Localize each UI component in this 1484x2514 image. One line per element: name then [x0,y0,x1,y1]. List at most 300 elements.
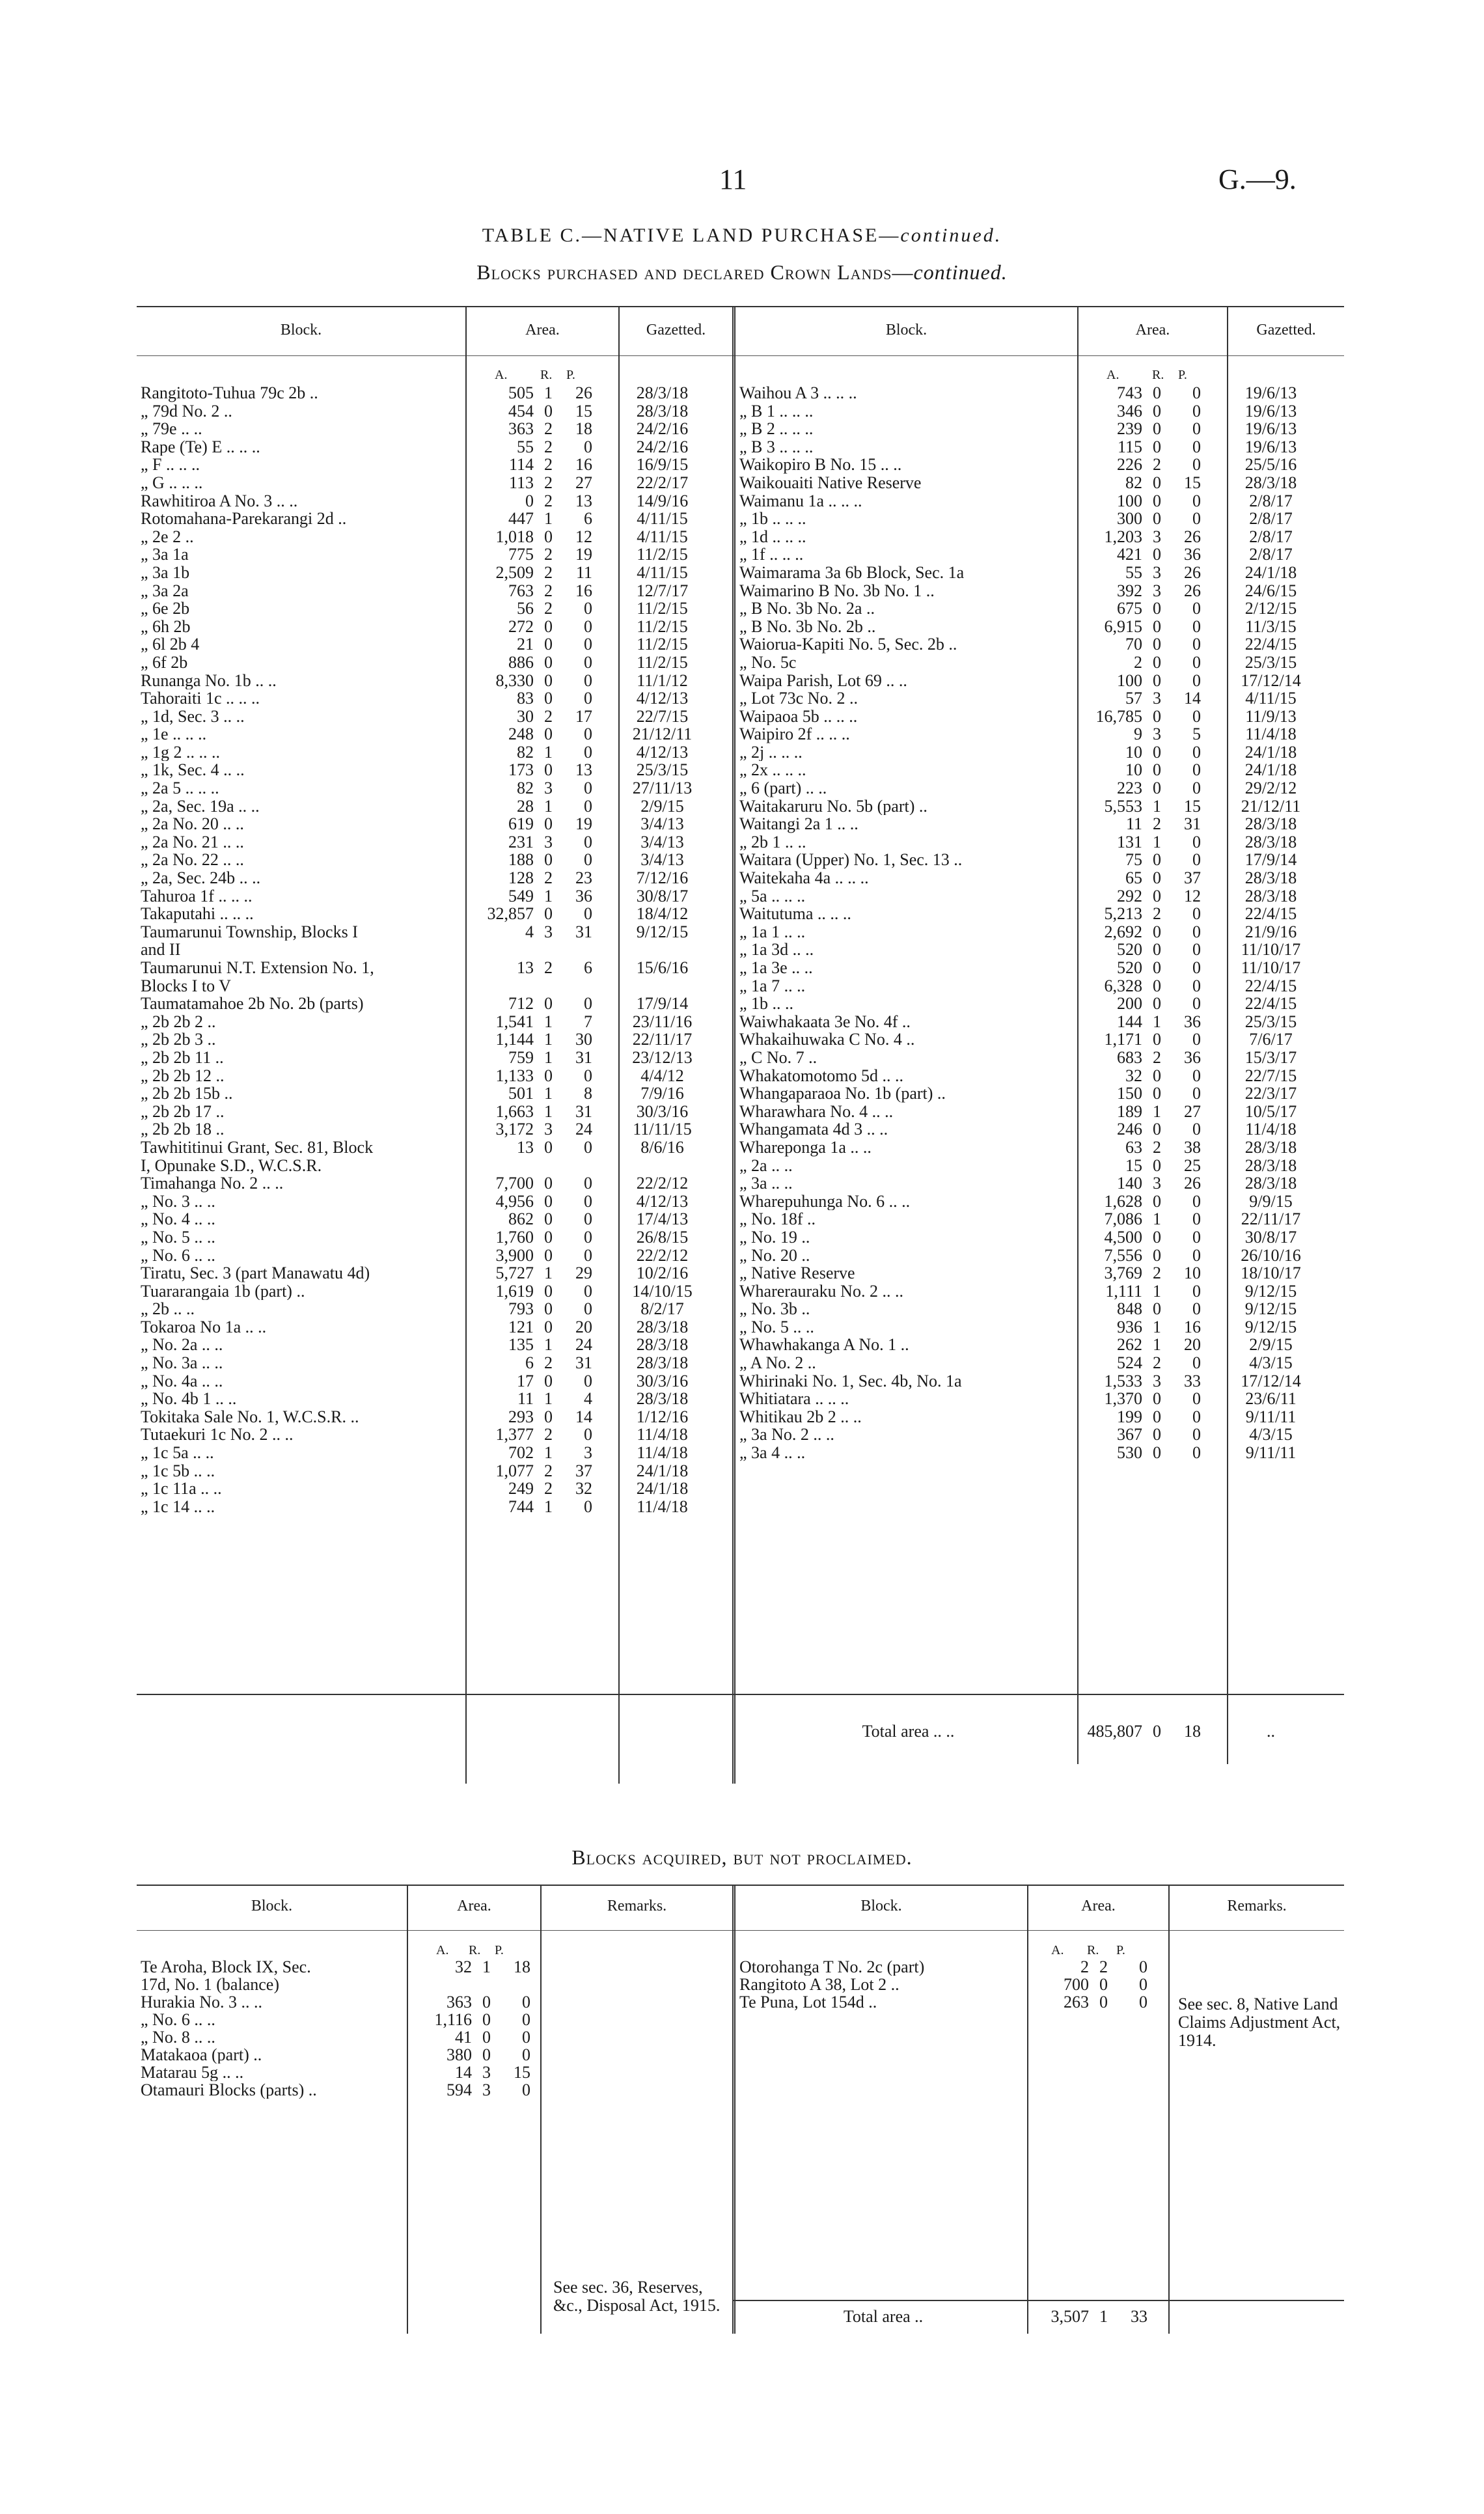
area-perches: 0 [584,670,592,690]
area-roods: 1 [544,886,553,905]
gazetted-date: 17/9/14 [1244,850,1297,870]
area-perches: 6 [584,958,592,977]
area-acres: 1,663 [495,1101,534,1121]
block-name: „ No. 3a .. .. [141,1354,223,1372]
area-roods: 2 [1099,1957,1108,1976]
block-name: „ 2e 2 .. [141,527,194,546]
area-roods: 0 [544,1407,553,1426]
table-title: TABLE C.—NATIVE LAND PURCHASE—continued. [482,225,1002,246]
gazetted-date: 24/1/18 [1244,562,1297,582]
area-roods: 0 [1153,383,1161,402]
table-row [735,384,1341,402]
area-perches: 0 [522,2010,530,2029]
area-acres: 173 [508,760,534,780]
area-acres: 1,377 [495,1425,534,1444]
area-perches: 37 [575,1461,592,1480]
gazetted-date: 28/3/18 [636,1353,689,1373]
gazetted-date: 27/11/13 [632,779,693,798]
table-row [137,1408,732,1426]
area-perches: 0 [584,1227,592,1247]
area-roods: 0 [1153,742,1161,762]
area-perches: 0 [584,1371,592,1390]
gazetted-date: 21/9/16 [1244,922,1297,941]
area-roods: 0 [1153,1389,1161,1409]
table-row [137,618,732,636]
table-row [735,1247,1341,1265]
area-perches: 31 [575,1047,592,1067]
area-acres: 41 [455,2028,472,2047]
area-roods: 1 [544,383,553,402]
area-roods: 2 [544,599,553,618]
table-row [735,1336,1341,1354]
table-row [137,977,732,995]
area-perches: 7 [584,1012,592,1031]
area-roods: 1 [482,1957,491,1976]
block-name: „ 6 (part) .. .. [739,779,827,797]
area-perches: 19 [575,545,592,564]
gazetted-date: 3/4/13 [640,814,684,834]
area-roods: 0 [482,1993,491,2011]
table-row [735,1390,1341,1408]
area-acres: 2 [1134,652,1142,672]
area-acres: 505 [508,383,534,402]
area-acres [465,977,534,995]
table-row [735,941,1341,959]
block-name: „ 3a 1b [141,563,190,582]
area-acres: 520 [1117,940,1142,960]
area-perches: 11 [575,562,592,582]
gazetted-date: 26/10/16 [1241,1245,1301,1265]
area-roods: 1 [1153,1335,1161,1355]
gazetted-date: 4/12/13 [636,1191,689,1211]
block-name: Waitara (Upper) No. 1, Sec. 13 .. [739,851,963,870]
table-row [735,1103,1341,1121]
gazetted-date: 10/2/16 [636,1264,689,1283]
gazetted-date: 24/1/18 [636,1461,689,1480]
gazetted-date: 2/8/17 [1249,545,1293,564]
block-name: Blocks I to V [141,976,231,995]
area-perches: 0 [1192,401,1201,421]
block-name: „ 1a 7 .. .. [739,976,806,995]
block-name: Taumatamahoe 2b No. 2b (parts) [141,995,364,1013]
area-acres: 1,619 [495,1281,534,1301]
table-row [137,1103,732,1121]
area-perches: 24 [575,1335,592,1355]
table-row [137,456,732,474]
area-roods: 0 [544,1137,553,1157]
gazetted-date [592,941,732,959]
area-acres: 1,171 [1104,1030,1142,1049]
table-row [735,977,1341,995]
area-acres: 2,509 [495,562,534,582]
gazetted-date: 24/1/18 [636,1479,689,1499]
area-roods: 0 [1153,419,1161,439]
area-acres: 775 [508,545,534,564]
area-roods: 0 [1153,1120,1161,1139]
area-roods: 2 [544,706,553,726]
area-acres: 530 [1117,1443,1142,1463]
gazetted-date [592,977,732,995]
block-name: „ 1a 3d .. .. [739,941,814,959]
gazetted-date: 17/9/14 [636,994,689,1014]
table-row [137,546,732,564]
unit-roods: R. [1087,1943,1099,1957]
area-roods: 0 [544,401,553,421]
gazetted-date: 28/3/18 [636,1317,689,1336]
table-row [735,1993,1147,2011]
area-roods: 2 [544,1353,553,1373]
area-roods: 2 [544,455,553,475]
table-row [735,1372,1341,1390]
area-acres: 454 [508,401,534,421]
area-perches: 0 [1192,706,1201,726]
gazetted-date: 28/3/18 [1244,1137,1297,1157]
area-roods: 0 [544,1066,553,1085]
area-acres: 3,172 [495,1120,534,1139]
area-roods: 0 [1153,922,1161,941]
area-acres: 246 [1117,1120,1142,1139]
area-perches: 19 [575,814,592,834]
table-row [735,1300,1341,1318]
gazetted-date: 16/9/15 [636,455,689,475]
gazetted-date: 15/3/17 [1244,1047,1297,1067]
area-acres: 28 [517,796,534,816]
table-row [735,815,1341,833]
area-perches [563,977,592,995]
block-name: „ B 2 .. .. .. [739,420,814,438]
gazetted-date: 4/12/13 [636,689,689,708]
gazetted-date: 7/9/16 [640,1084,684,1103]
block-name: „ A No. 2 .. [739,1354,816,1372]
area-roods: 3 [544,922,553,941]
block-name: Waihou A 3 .. .. .. [739,384,857,402]
area-acres: 7,700 [495,1174,534,1193]
gazetted-date: 30/8/17 [1244,1227,1297,1247]
block-name: „ 2a, Sec. 24b .. .. [141,869,261,887]
area-roods: 2 [1153,1137,1161,1157]
area-roods: 0 [1153,1030,1161,1049]
unit-roods: R. [1152,368,1164,382]
area-perches: 6 [584,509,592,529]
area-roods: 1 [1153,1317,1161,1336]
area-perches: 0 [584,1209,592,1229]
table-row [137,1264,732,1282]
block-name: „ B No. 3b No. 2a .. [739,600,875,618]
table-row [735,1139,1341,1157]
table-row [735,779,1341,797]
area-roods: 0 [544,1281,553,1301]
area-perches: 16 [1184,1317,1201,1336]
area-roods: 0 [1153,509,1161,529]
area-acres: 421 [1117,545,1142,564]
gazetted-date: 22/7/15 [636,706,689,726]
table-row [735,1013,1341,1031]
area-roods: 1 [544,1335,553,1355]
table-row [137,1498,732,1516]
area-perches: 12 [575,527,592,546]
table-row [137,1390,732,1408]
table-row [137,654,732,672]
area-perches: 0 [1192,1281,1201,1301]
table-row [735,833,1341,851]
table-row [735,1174,1341,1193]
table-row [137,1228,732,1247]
area-acres: 70 [1125,635,1142,654]
area-roods [534,1157,563,1175]
block-name: „ No. 18f .. [739,1210,816,1228]
area-acres: 1,370 [1104,1389,1142,1409]
table-row [137,887,732,905]
unit-acres: A. [436,1943,449,1957]
area-perches: 0 [1139,1993,1147,2011]
area-roods: 0 [1153,599,1161,618]
table-row [735,923,1341,941]
area-roods: 0 [1153,994,1161,1014]
area-roods: 2 [544,473,553,492]
table-row [137,708,732,726]
table-row [735,402,1341,421]
table-row [137,1282,732,1301]
header-block: Block. [251,1898,293,1914]
area-acres: 292 [1117,886,1142,905]
table-row [137,1372,732,1390]
area-roods: 3 [1153,562,1161,582]
area-acres: 1,628 [1104,1191,1142,1211]
area-acres: 248 [508,725,534,744]
area-roods: 0 [1153,850,1161,870]
gazetted-date: 28/3/18 [1244,473,1297,492]
area-roods: 0 [1153,1155,1161,1175]
table-row [735,851,1341,869]
block-name: „ 2b 2b 11 .. [141,1048,224,1067]
gazetted-date: 22/11/17 [1241,1209,1301,1229]
header-area: Area. [525,322,560,338]
area-acres: 32 [1125,1066,1142,1085]
area-acres: 10 [1125,742,1142,762]
area-perches: 0 [584,904,592,924]
area-acres: 249 [508,1479,534,1499]
area-acres: 744 [508,1497,534,1516]
area-acres: 6,328 [1104,976,1142,995]
area-perches: 0 [1192,1084,1201,1103]
table-row [137,995,732,1013]
area-acres: 189 [1117,1101,1142,1121]
area-acres: 619 [508,814,534,834]
table-row [137,779,732,797]
table-row [735,528,1341,546]
gazetted-date: 24/2/16 [636,419,689,439]
area-acres: 380 [447,2045,472,2064]
block-name: „ 2a No. 22 .. .. [141,851,244,870]
area-roods: 0 [544,670,553,690]
area-perches: 0 [1192,760,1201,780]
area-acres: 1,133 [495,1066,534,1085]
block-name: Waiorua-Kapiti No. 5, Sec. 2b .. [739,635,957,654]
area-acres: 82 [517,779,534,798]
area-roods: 0 [544,814,553,834]
area-acres: 524 [1117,1353,1142,1373]
area-roods: 0 [1153,1191,1161,1211]
area-acres: 14 [455,2063,472,2082]
area-perches: 0 [1192,509,1201,529]
area-acres: 144 [1117,1012,1142,1031]
area-perches: 15 [1184,473,1201,492]
gazetted-date: 8/2/17 [640,1299,684,1319]
area-perches: 20 [1184,1335,1201,1355]
table-row [137,923,732,941]
area-perches: 0 [1192,437,1201,456]
area-roods: 0 [544,1317,553,1336]
area-acres: 223 [1117,779,1142,798]
area-perches: 0 [1192,958,1201,977]
area-roods: 1 [544,1443,553,1463]
area-perches: 0 [584,850,592,870]
table-row [137,689,732,708]
block-name: Whitikau 2b 2 .. .. [739,1407,862,1426]
block-name: „ 2b 1 .. .. [739,833,806,851]
area-roods: 2 [544,1461,553,1480]
table-row [137,1013,732,1031]
table-row [137,1049,732,1067]
block-name: „ 1a 1 .. .. [739,922,806,941]
left-block-list [137,384,732,1515]
area-perches: 26 [575,383,592,402]
block-name: Rape (Te) E .. .. .. [141,437,260,456]
area-perches: 0 [1192,1030,1201,1049]
table-row [137,1084,732,1103]
area-perches: 0 [1192,1120,1201,1139]
block-name: Matakaoa (part) .. [141,2046,262,2064]
block-name: Tiratu, Sec. 3 (part Manawatu 4d) [141,1264,370,1282]
gazetted-date: 22/2/12 [636,1245,689,1265]
gazetted-date: 23/11/16 [632,1012,693,1031]
area-perches: 5 [1192,725,1201,744]
area-roods: 0 [1153,473,1161,492]
unit-acres: A. [1051,1943,1064,1957]
area-acres: 5,553 [1104,796,1142,816]
area-acres: 367 [1117,1425,1142,1444]
area-acres: 6,915 [1104,616,1142,636]
gazetted-date: 22/4/15 [1244,635,1297,654]
area-roods: 0 [1153,886,1161,905]
table-row [735,1210,1341,1228]
table-row [137,1444,732,1462]
block-name: Whangamata 4d 3 .. .. [739,1120,888,1139]
area-perches: 0 [584,1066,592,1085]
area-roods: 0 [482,2010,491,2029]
area-roods: 0 [1153,670,1161,690]
block-name: Takaputahi .. .. .. [141,905,254,923]
area-acres: 700 [1064,1975,1089,1994]
gazetted-date: 28/3/18 [636,1389,689,1409]
area-acres: 7,086 [1104,1209,1142,1229]
gazetted-date: 25/3/15 [1244,652,1297,672]
gazetted-date: 19/6/13 [1244,383,1297,402]
area-perches: 0 [584,1281,592,1301]
gazetted-date: 4/11/15 [637,527,688,546]
table-row [137,2011,530,2028]
gazetted-date: 22/7/15 [1244,1066,1297,1085]
gazetted-date: 2/9/15 [640,796,684,816]
area-roods: 0 [1153,1425,1161,1444]
area-acres: 10 [1125,760,1142,780]
area-roods: 0 [544,616,553,636]
area-perches: 0 [1192,419,1201,439]
area-perches [563,941,592,959]
area-perches: 0 [1192,1389,1201,1409]
area-acres: 793 [508,1299,534,1319]
area-roods: 0 [1153,1407,1161,1426]
area-acres: 7,556 [1104,1245,1142,1265]
table-row [137,420,732,438]
gazetted-date: 11/11/15 [633,1120,692,1139]
gazetted-date: 14/10/15 [632,1281,693,1301]
table-row [735,618,1341,636]
header-block: Block. [885,322,928,338]
right-block-list [735,384,1341,1462]
block-name: Waipaoa 5b .. .. .. [739,707,858,726]
table-row [735,1084,1341,1103]
block-name: „ No. 20 .. [739,1246,810,1265]
table-row [137,1030,732,1049]
area-roods: 0 [1153,401,1161,421]
table-row [137,1174,732,1193]
gazetted-date: 28/3/18 [1244,832,1297,851]
block-name: Whareponga 1a .. .. [739,1138,872,1157]
gazetted-date: 11/4/18 [1245,1120,1297,1139]
block-name: „ 1d, Sec. 3 .. .. [141,707,245,726]
table-row [137,1120,732,1139]
block-name: „ 1c 14 .. .. [141,1497,215,1516]
area-roods: 0 [544,725,553,744]
block-name: 17d, No. 1 (balance) [141,1976,279,1993]
block-name: Te Aroha, Block IX, Sec. [141,1958,311,1976]
block-name: Wharepuhunga No. 6 .. .. [739,1192,911,1211]
table-row [137,833,732,851]
gazetted-date: 9/11/11 [1245,1407,1297,1426]
area-roods: 2 [1153,1264,1161,1283]
block-name: „ 1d .. .. .. [739,527,806,546]
area-perches: 0 [1192,1227,1201,1247]
table-row [735,995,1341,1013]
area-roods: 0 [1153,1245,1161,1265]
area-acres: 11 [1125,814,1142,834]
area-perches: 4 [584,1389,592,1409]
area-acres: 862 [508,1209,534,1229]
area-roods: 0 [544,1191,553,1211]
area-acres: 121 [508,1317,534,1336]
area-acres: 114 [508,455,534,475]
block-name: „ 1c 5b .. .. [141,1461,215,1480]
area-acres: 56 [517,599,534,618]
gazetted-date: 4/4/12 [640,1066,684,1085]
gazetted-date: 4/3/15 [1249,1425,1293,1444]
area-acres: 1,077 [495,1461,534,1480]
area-perches: 20 [575,1317,592,1336]
area-roods: 0 [1099,1993,1108,2011]
area-perches: 24 [575,1120,592,1139]
gazetted-date: 11/1/12 [637,670,688,690]
area-acres: 8,330 [495,670,534,690]
gazetted-date: 11/2/15 [637,545,688,564]
column-divider [1027,1885,1028,2334]
gazetted-date: 15/6/16 [636,958,689,977]
area-acres: 293 [508,1407,534,1426]
block-name: „ No. 3b .. [739,1300,810,1318]
area-perches: 13 [575,491,592,510]
gazetted-date: 2/8/17 [1249,509,1293,529]
area-roods: 1 [1153,832,1161,851]
